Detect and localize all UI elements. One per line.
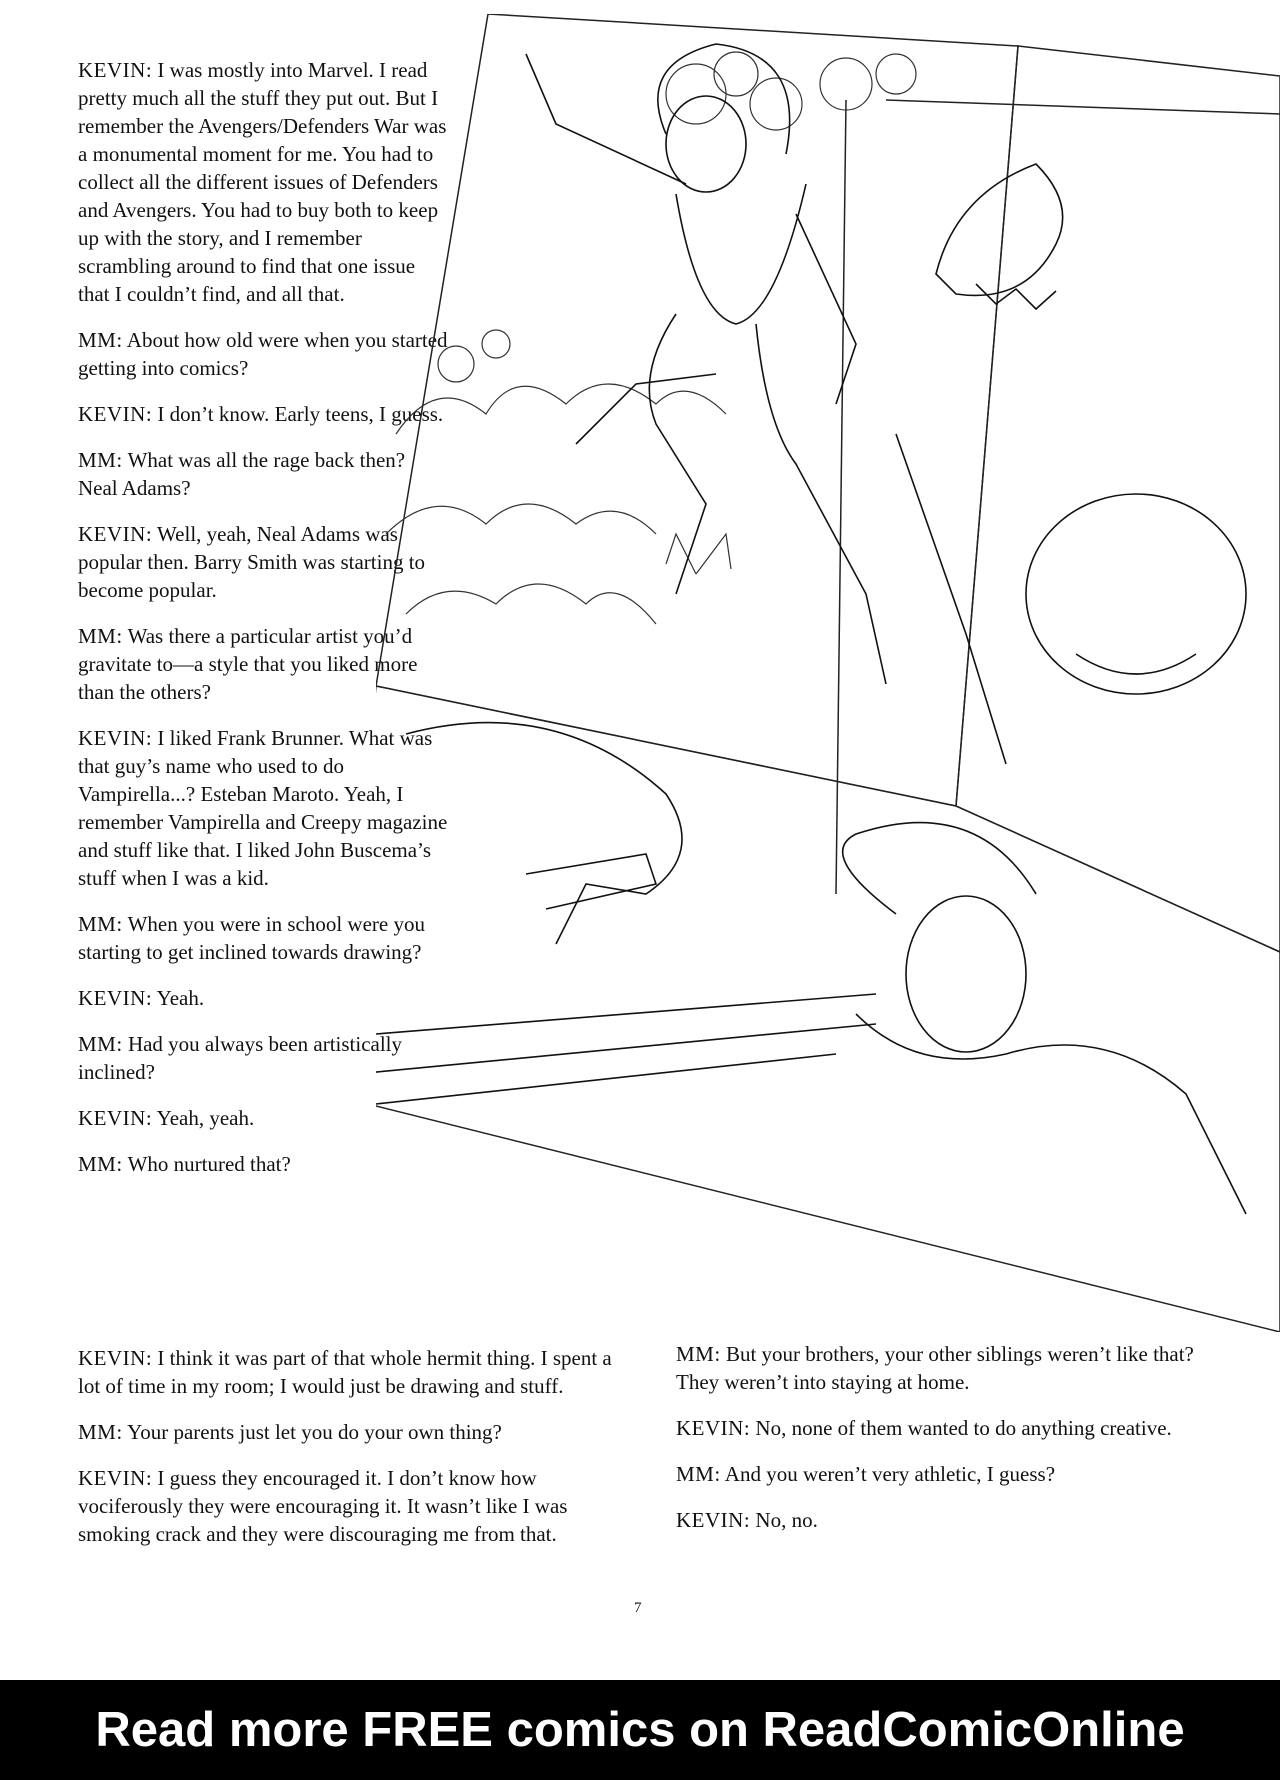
panel-inner-border xyxy=(886,100,1280,114)
response-text: I don’t know. Early teens, I guess. xyxy=(157,402,444,426)
speaker: KEVIN: xyxy=(676,1508,751,1532)
speaker: MM: xyxy=(78,1032,123,1056)
speaker: MM: xyxy=(78,1152,123,1176)
response-text: I guess they encouraged it. I don’t know how vociferously they were encouraging it. It wasn’t like I was smoking crack and they were discouraging me from that. xyxy=(78,1466,568,1546)
creature-art xyxy=(896,164,1246,764)
question-text: What was all the rage back then? Neal Adams? xyxy=(78,448,406,500)
response-text: Well, yeah, Neal Adams was popular then. Barry Smith was starting to become popular. xyxy=(78,522,426,602)
response-text: No, none of them wanted to do anything creative. xyxy=(755,1416,1172,1440)
question-text: Was there a particular artist you’d gravitate to—a style that you liked more than the others? xyxy=(78,624,418,704)
interview-bottom-right xyxy=(676,1340,1196,1552)
speaker: KEVIN: xyxy=(78,402,153,426)
page-number: 7 xyxy=(634,1600,642,1616)
speaker: KEVIN: xyxy=(78,522,153,546)
speaker: KEVIN: xyxy=(78,1346,153,1370)
response-text: I think it was part of that whole hermit thing. I spent a lot of time in my room; I would just be drawing and stuff. xyxy=(78,1346,612,1398)
question-text: When you were in school were you starting to get inclined towards drawing? xyxy=(78,912,425,964)
speaker: MM: xyxy=(78,328,123,352)
response-text: I was mostly into Marvel. I read pretty much all the stuff they put out. But I remember the Avengers/Defenders War was a monumental moment for me. You had to collect all the different issues of Defenders and Avengers. You had to buy both to keep up with the story, and I remember scrambling around to find that one issue that I couldn’t find, and all that. xyxy=(78,58,447,306)
speaker: MM: xyxy=(78,912,123,936)
heroine-flying-art xyxy=(526,44,886,684)
bottom-panel-art xyxy=(376,723,1246,1214)
question-text: But your brothers, your other siblings weren’t like that? They weren’t into staying at home. xyxy=(676,1342,1194,1394)
exchange xyxy=(676,1460,1196,1488)
comic-illustration xyxy=(376,14,1280,1332)
panel-right xyxy=(956,46,1280,952)
panel-top-left xyxy=(376,14,1018,806)
response-text: Yeah, yeah. xyxy=(156,1106,255,1130)
speaker: MM: xyxy=(78,448,123,472)
question-text: And you weren’t very athletic, I guess? xyxy=(724,1462,1056,1486)
promo-banner[interactable]: Read more FREE comics on ReadComicOnline xyxy=(0,1680,1280,1780)
question-text: Who nurtured that? xyxy=(127,1152,291,1176)
panel-bottom xyxy=(376,686,1280,1332)
exchange xyxy=(676,1340,1196,1396)
speaker: KEVIN: xyxy=(78,726,153,750)
question-text: About how old were when you started getting into comics? xyxy=(78,328,448,380)
speaker: MM: xyxy=(78,1420,123,1444)
response-text: I liked Frank Brunner. What was that guy’s name who used to do Vampirella...? Esteban Maroto. Yeah, I remember Vampirella and Creepy magazine and stuff like that. I liked John Buscema’s stuff when I was a kid. xyxy=(78,726,448,890)
speaker: KEVIN: xyxy=(78,986,153,1010)
speaker: MM: xyxy=(676,1462,721,1486)
response-text: No, no. xyxy=(755,1508,818,1532)
interview-bottom-left xyxy=(78,1344,638,1566)
exchange xyxy=(676,1506,1196,1534)
exchange xyxy=(78,1418,638,1446)
panel-inner-border xyxy=(836,100,846,894)
speaker: MM: xyxy=(676,1342,721,1366)
speaker: KEVIN: xyxy=(78,1466,153,1490)
speaker: MM: xyxy=(78,624,123,648)
exchange xyxy=(78,1344,638,1400)
speaker: KEVIN: xyxy=(676,1416,751,1440)
exchange xyxy=(676,1414,1196,1442)
speaker: KEVIN: xyxy=(78,1106,153,1130)
question-text: Had you always been artistically inclined? xyxy=(78,1032,403,1084)
exchange xyxy=(78,1464,638,1548)
speaker: KEVIN: xyxy=(78,58,153,82)
question-text: Your parents just let you do your own thing? xyxy=(127,1420,502,1444)
response-text: Yeah. xyxy=(156,986,205,1010)
